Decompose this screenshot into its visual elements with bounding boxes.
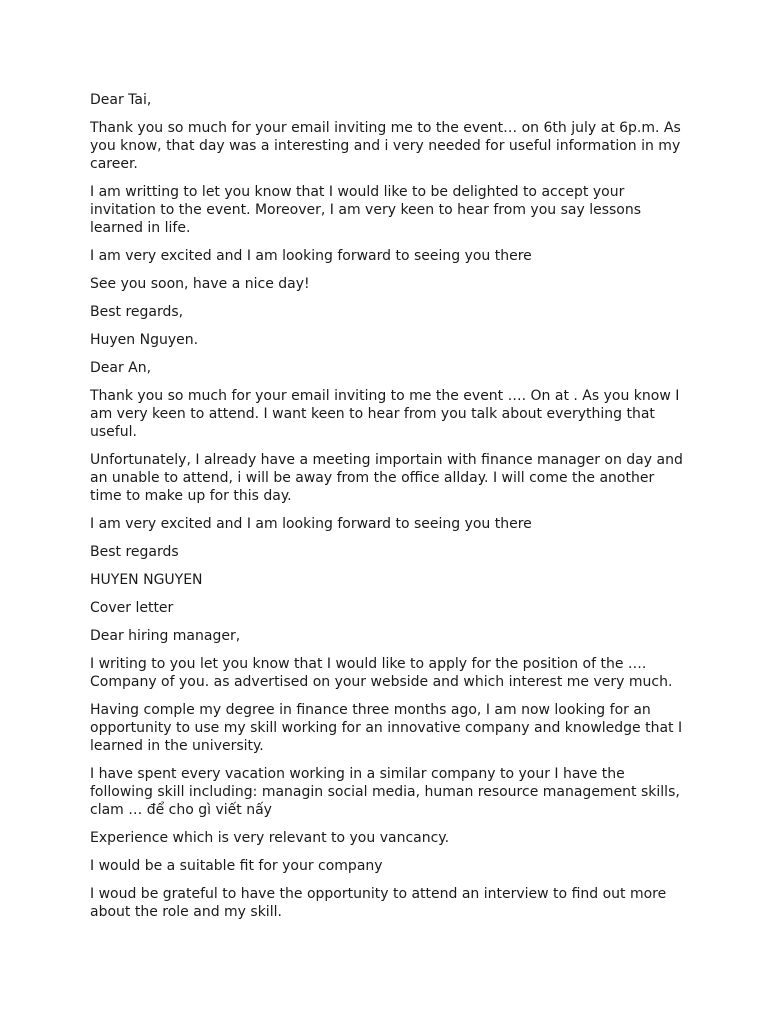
paragraph-degree: Having comple my degree in finance three months ago, I am now looking for an opportunity to use my skill working for an innovative company and knowledge that I learned in the university. — [90, 702, 683, 754]
paragraph-interview: I woud be grateful to have the opportunity to attend an interview to find out more about the role and my skill. — [90, 886, 667, 920]
paragraph-see-you-soon: See you soon, have a nice day! — [90, 276, 310, 292]
paragraph-excited-1: I am very excited and I am looking forward to seeing you there — [90, 248, 532, 264]
closing-best-regards-2: Best regards — [90, 544, 179, 560]
closing-best-regards-1: Best regards, — [90, 304, 184, 320]
greeting-hiring-manager: Dear hiring manager, — [90, 628, 241, 644]
paragraph-apply-position: I writing to you let you know that I would like to apply for the position of the …. Company of you. as advertised on your webside and which interest me very much. — [90, 656, 673, 690]
paragraph-suitable-fit: I would be a suitable fit for your company — [90, 858, 383, 874]
document-page — [90, 91, 688, 931]
greeting-tai: Dear Tai, — [90, 92, 152, 108]
signature-2: HUYEN NGUYEN — [90, 572, 203, 588]
paragraph-thank-you-tai: Thank you so much for your email inviting me to the event… on 6th july at 6p.m. As you know, that day was a interesting and i very needed for useful information in my career. — [90, 120, 681, 172]
paragraph-decline: Unfortunately, I already have a meeting importain with finance manager on day and an unable to attend, i will be away from the office allday. I will come the another time to make up for this day. — [90, 452, 683, 504]
paragraph-experience: Experience which is very relevant to you vancancy. — [90, 830, 450, 846]
paragraph-thank-you-an: Thank you so much for your email inviting to me the event …. On at . As you know I am very keen to attend. I want keen to hear from you talk about everything that useful. — [90, 388, 680, 440]
paragraph-skills: I have spent every vacation working in a similar company to your I have the following skill including: managin social media, human resource management skills, clam … để cho gì viết nấy — [90, 766, 680, 818]
paragraph-accept-invitation: I am writting to let you know that I would like to be delighted to accept your invitation to the event. Moreover, I am very keen to hear from you say lessons learned in life. — [90, 184, 642, 236]
section-title-cover-letter: Cover letter — [90, 600, 174, 616]
signature-1: Huyen Nguyen. — [90, 332, 199, 348]
paragraph-excited-2: I am very excited and I am looking forward to seeing you there — [90, 516, 532, 532]
greeting-an: Dear An, — [90, 360, 152, 376]
